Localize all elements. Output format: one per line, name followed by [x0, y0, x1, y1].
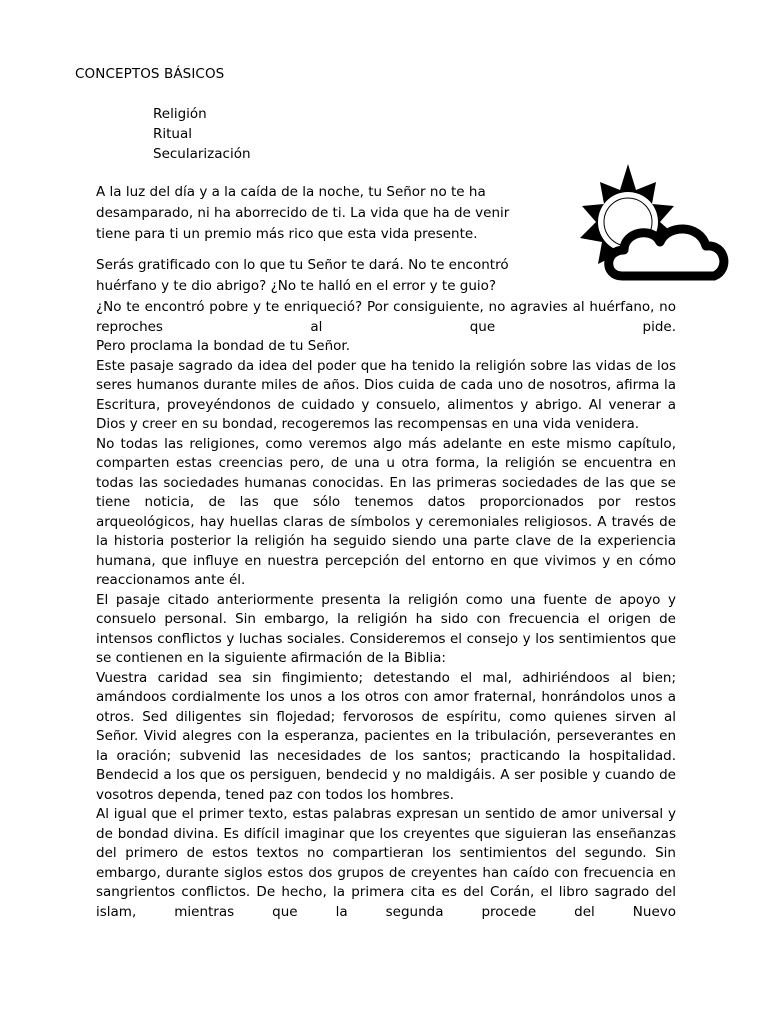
- concept-item: Ritual: [153, 126, 193, 142]
- body-paragraph: Al igual que el primer texto, estas palabras expresan un sentido de amor universal y de bondad divina. Es difícil imaginar que los creyentes que siguieran las enseñanzas del primero de estos textos no compartieran los sentimientos del segundo. Sin embargo, durante siglos estos dos grupos de creyentes han caído con frecuencia en sangrientos conflictos. De hecho, la primera cita es del Corán, el libro sagrado del islam, mientras que la segunda procede del Nuevo: [96, 806, 676, 920]
- body-paragraph: No todas las religiones, como veremos algo más adelante en este mismo capítulo, comparten estas creencias pero, de una u otra forma, la religión se encuentra en todas las sociedades humanas conocidas. En las primeras sociedades de las que se tiene noticia, de las que sólo tenemos datos proporcionados por restos arqueológicos, hay huellas claras de símbolos y ceremoniales religiosos. A través de la historia posterior la religión ha seguido siendo una parte clave de la experiencia humana, que influye en nuestra percepción del entorno en que vivimos y en cómo reaccionamos ante él.: [96, 435, 676, 588]
- body-paragraph: Vuestra caridad sea sin fingimiento; detestando el mal, adhiriéndoos al bien; amándoos cordialmente los unos a los otros con amor fraternal, honrándolos unos a otros. Sed diligentes sin flojedad; fervorosos de espíritu, como quienes sirven al Señor. Vivid alegres con la esperanza, pacientes en la tribulación, perseverantes en la oración; subvenid las necesidades de los santos; practicando la hospitalidad. Bendecid a los que os persiguen, bendecid y no maldigáis. A ser posible y cuando de vosotros dependa, tened paz con todos los hombres.: [96, 669, 676, 803]
- intro-line: tiene para ti un premio más rico que esta vida presente.: [96, 226, 478, 242]
- document-title: CONCEPTOS BÁSICOS: [75, 66, 225, 82]
- intro-line: Serás gratificado con lo que tu Señor te dará. No te encontró: [96, 257, 509, 273]
- body-paragraph: Este pasaje sagrado da idea del poder que ha tenido la religión sobre las vidas de los seres humanos durante miles de años. Dios cuida de cada uno de nosotros, afirma la Escritura, proveyéndonos de cuidado y consuelo, alimentos y abrigo. Al venerar a Dios y creer en su bondad, recogeremos las recompensas en una vida venidera.: [96, 357, 676, 432]
- body-paragraph: El pasaje citado anteriormente presenta la religión como una fuente de apoyo y consuelo personal. Sin embargo, la religión ha sido con frecuencia el origen de intensos conflictos y luchas sociales. Consideremos el consejo y los sentimientos que se contienen en la siguiente afirmación de la Biblia:: [96, 591, 676, 666]
- concept-list: [153, 104, 251, 164]
- intro-text: [96, 182, 546, 297]
- body-paragraph: ¿No te encontró pobre y te enriqueció? Por consiguiente, no agravies al huérfano, no reproches al que pide.: [96, 299, 676, 335]
- cloud-icon: [609, 229, 724, 276]
- document-body: [96, 298, 676, 922]
- intro-line: desamparado, ni ha aborrecido de ti. La vida que ha de venir: [96, 205, 510, 221]
- concept-item: Religión: [153, 106, 207, 122]
- intro-line: A la luz del día y a la caída de la noche, tu Señor no te ha: [96, 184, 486, 200]
- sun-cloud-icon: [560, 158, 732, 293]
- concept-item: Secularización: [153, 146, 251, 162]
- intro-line: huérfano y te dio abrigo? ¿No te halló en el error y te guio?: [96, 278, 497, 294]
- body-paragraph: Pero proclama la bondad de tu Señor.: [96, 338, 351, 354]
